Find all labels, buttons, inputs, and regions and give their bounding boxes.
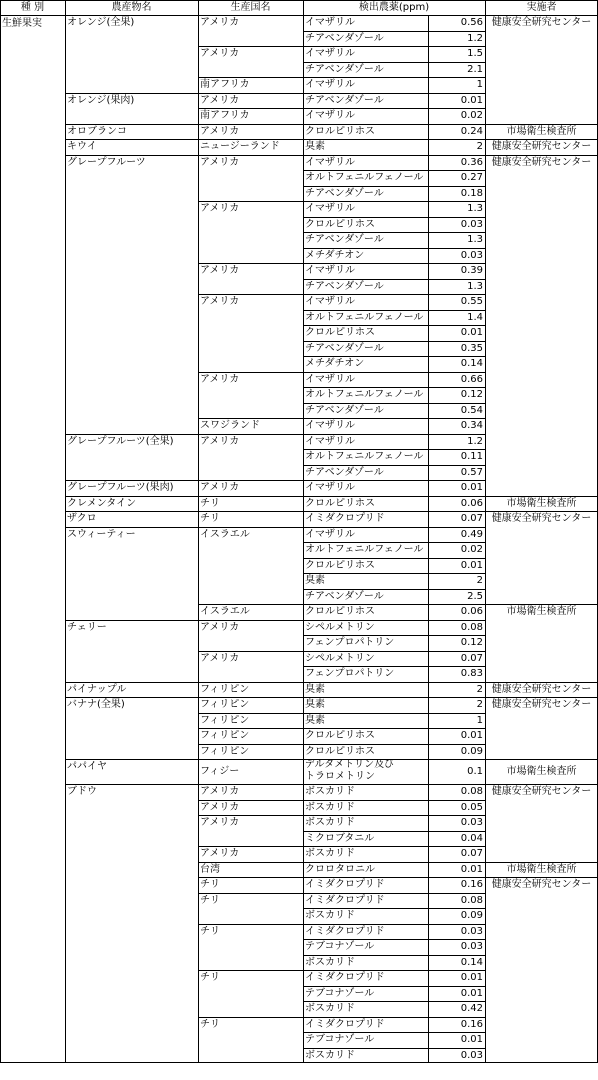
row-divider [303,1001,485,1002]
pesticide-cell: クロルピリホス [305,606,375,617]
value-cell: 0.39 [460,265,483,276]
country-cell: チリ [200,1018,220,1030]
row-divider [303,186,485,187]
product-cell: パパイヤ [67,761,107,772]
value-cell: 2 [476,683,483,695]
pesticide-cell: イミダクロプリド [305,972,385,983]
value-cell: 0.06 [460,606,483,617]
pesticide-cell: メチダチオン [305,358,365,369]
value-cell: 0.27 [460,172,483,183]
value-cell: 0.01 [460,987,483,999]
pesticide-cell: 臭素 [305,575,325,586]
pesticide-cell: テブコナゾール [305,941,375,952]
country-cell: アメリカ [200,203,240,214]
country-cell: チリ [200,972,220,983]
pesticide-cell: イマザリル [305,265,355,276]
value-cell: 0.05 [460,801,483,813]
value-cell: 0.01 [460,327,483,338]
row-divider [303,465,485,466]
row-divider [65,124,597,125]
row-divider [303,449,485,450]
value-cell: 0.18 [460,187,483,199]
row-divider [303,955,485,956]
pesticide-cell: ボスカリド [305,1049,355,1061]
agency-cell: 健康安全研究センター [491,513,592,524]
column-divider [303,0,304,1063]
value-cell: 0.03 [460,1049,483,1061]
pesticide-cell: ボスカリド [305,817,355,828]
pesticide-cell: オルトフェニルフェノール [305,389,424,400]
pesticide-cell: オルトフェニルフェノール [305,172,424,183]
value-cell: 0.09 [460,910,483,921]
value-cell: 0.01 [460,1034,483,1045]
row-divider [303,986,485,987]
pesticide-line: トラロメトリン [305,771,375,782]
product-cell: グレープフルーツ(全果) [67,435,174,447]
product-cell: スウィーティー [67,528,136,540]
agency-cell: 市場衛生検査所 [506,606,577,617]
value-cell: 0.08 [460,621,483,633]
pesticide-cell: 臭素 [305,714,325,726]
country-cell: アメリカ [200,786,240,797]
row-divider [65,759,597,760]
product-cell: ブドウ [67,786,97,797]
value-cell: 2 [476,699,483,710]
row-divider [198,862,597,863]
value-cell: 0.54 [460,404,483,416]
pesticide-cell: イマザリル [305,435,355,447]
value-cell: 0.06 [460,497,483,509]
country-cell: イスラエル [200,606,250,617]
row-divider [65,93,485,94]
pesticide-cell: ボスカリド [305,910,355,921]
value-cell: 2 [476,575,483,586]
row-divider [65,155,597,156]
value-cell: 0.07 [460,652,483,664]
pesticide-cell: イミダクロプリド [305,513,385,524]
pesticide-cell: オルトフェニルフェノール [305,311,424,323]
value-cell: 0.02 [460,110,483,121]
pesticide-line: デルタメトリン及び [305,759,395,770]
row-divider [303,573,485,574]
country-cell: スワジランド [200,420,260,431]
value-cell: 1.5 [467,48,483,59]
value-cell: 1 [476,714,483,726]
agency-cell: 健康安全研究センター [491,17,592,28]
row-divider [65,527,485,528]
value-cell: 0.04 [460,832,483,844]
country-cell: アメリカ [200,17,240,28]
value-cell: 0.12 [460,637,483,648]
country-cell: チリ [200,497,220,509]
row-divider [65,682,597,683]
row-divider [303,831,485,832]
pesticide-cell: シペルメトリン [305,621,375,633]
agency-cell: 市場衛生検査所 [506,863,577,875]
country-cell: フィジー [200,766,240,777]
pesticide-cell: オルトフェニルフェノール [305,544,424,555]
row-divider [198,815,485,816]
value-cell: 0.07 [460,513,483,524]
country-cell: アメリカ [200,265,240,276]
country-cell: 南アフリカ [200,79,250,90]
pesticide-cell: 臭素 [305,683,325,695]
value-cell: 2 [476,141,483,152]
agency-cell: 健康安全研究センター [491,879,592,890]
row-divider [198,713,485,714]
pesticide-cell: メチダチオン [305,249,365,261]
row-divider [303,542,485,543]
row-divider [303,31,485,32]
row-divider [0,1062,597,1063]
column-divider [0,0,1,1063]
row-divider [198,846,485,847]
row-divider [198,418,485,419]
country-cell: アメリカ [200,125,240,137]
pesticide-cell: イミダクロプリド [305,1018,385,1030]
value-cell: 0.55 [460,296,483,307]
row-divider [303,356,485,357]
agency-cell: 市場衛生検査所 [506,125,577,137]
country-cell: 南アフリカ [200,110,250,121]
pesticide-cell: クロルピリホス [305,730,375,741]
row-divider [198,744,485,745]
country-cell: アメリカ [200,435,240,447]
header-category: 種 別 [20,2,45,13]
pesticide-cell: チアベンダゾール [305,187,384,199]
row-divider [303,325,485,326]
value-cell: 0.14 [460,956,483,968]
country-cell: アメリカ [200,94,240,106]
value-cell: 0.01 [460,94,483,106]
country-cell: アメリカ [200,801,240,813]
row-divider [303,248,485,249]
country-cell: アメリカ [200,156,240,168]
header-agency: 実施者 [526,2,557,13]
row-divider [198,924,485,925]
row-divider [65,784,597,785]
value-cell: 0.03 [460,817,483,828]
value-cell: 0.01 [460,972,483,983]
country-cell: チリ [200,879,220,890]
row-divider [303,217,485,218]
value-cell: 0.1 [467,766,483,777]
row-divider [303,279,485,280]
row-divider [303,62,485,63]
column-divider [485,0,486,1063]
country-cell: チリ [200,925,220,937]
value-cell: 0.08 [460,894,483,906]
value-cell: 0.03 [460,941,483,952]
pesticide-cell: チアベンダゾール [305,342,384,354]
pesticide-cell: チアベンダゾール [305,32,384,44]
row-divider [198,800,485,801]
value-cell: 2.5 [467,590,483,602]
row-divider [65,620,485,621]
value-cell: 0.56 [460,17,483,28]
pesticide-cell: イマザリル [305,420,355,431]
value-cell: 0.01 [460,559,483,571]
product-cell: クレメンタイン [67,497,137,509]
country-cell: フィリピン [200,730,250,741]
pesticide-cell: イマザリル [305,79,355,90]
row-divider [198,877,597,878]
pesticide-cell: イマザリル [305,48,355,59]
pesticide-cell: テブコナゾール [305,1034,375,1045]
value-cell: 0.16 [460,1018,483,1030]
row-divider [303,232,485,233]
row-divider [303,666,485,667]
value-cell: 0.01 [460,730,483,741]
row-divider [303,939,485,940]
pesticide-cell: イミダクロプリド [305,879,385,890]
column-divider [65,0,66,1063]
value-cell: 0.83 [460,668,483,679]
product-cell: キウイ [67,141,97,152]
pesticide-cell [303,759,428,784]
value-cell: 2.1 [467,63,483,75]
country-cell: フィリピン [200,699,250,710]
row-divider [198,46,485,47]
country-cell: アメリカ [200,482,240,493]
agency-cell: 市場衛生検査所 [506,497,577,509]
value-cell: 0.01 [460,863,483,875]
agency-cell: 健康安全研究センター [491,683,592,695]
pesticide-cell: チアベンダゾール [305,590,384,602]
row-divider [198,263,485,264]
value-cell: 0.42 [460,1003,483,1014]
pesticide-cell: フェンプロパトリン [305,637,395,648]
pesticide-cell: チアベンダゾール [305,404,384,416]
pesticide-cell: クロルピリホス [305,559,375,571]
country-cell: チリ [200,513,220,524]
pesticide-cell: ボスカリド [305,786,355,797]
pesticide-cell: ボスカリド [305,956,355,968]
country-cell: フィリピン [200,714,250,726]
value-cell: 0.35 [460,342,483,354]
row-divider [303,1048,485,1049]
value-cell: 0.03 [460,249,483,261]
country-cell: フィリピン [200,745,250,757]
value-cell: 1.3 [467,234,483,245]
row-divider [303,589,485,590]
value-cell: 1.2 [467,435,483,447]
pesticide-cell: チアベンダゾール [305,280,384,292]
pesticide-cell: イマザリル [305,528,355,540]
product-cell: オレンジ(果肉) [67,94,135,106]
agency-cell: 健康安全研究センター [491,156,592,168]
pesticide-cell: クロルピリホス [305,497,375,509]
country-cell: フィリピン [200,683,250,695]
pesticide-cell: チアベンダゾール [305,63,384,75]
value-cell: 1.3 [467,280,483,292]
row-divider [303,170,485,171]
value-cell: 0.09 [460,745,483,757]
row-divider [198,651,485,652]
value-cell: 0.66 [460,373,483,385]
product-cell: バナナ(全果) [67,699,125,710]
row-divider [65,511,597,512]
value-cell: 0.14 [460,358,483,369]
pesticide-cell: 臭素 [305,141,325,152]
row-divider [0,0,597,1]
row-divider [303,558,485,559]
pesticide-cell: クロロタロニル [305,863,375,875]
pesticide-cell: イマザリル [305,17,355,28]
pesticide-cell: ボスカリド [305,1003,355,1014]
pesticide-cell: オルトフェニルフェノール [305,451,424,462]
row-divider [198,77,485,78]
value-cell: 0.34 [460,420,483,431]
value-cell: 0.12 [460,389,483,400]
pesticide-cell: イマザリル [305,482,355,493]
country-cell: ニュージーランド [200,141,280,152]
pesticide-cell: イマザリル [305,296,355,307]
country-cell: アメリカ [200,652,240,664]
pesticide-cell: 臭素 [305,699,325,710]
product-cell: グレープフルーツ [67,156,146,168]
pesticide-cell: チアベンダゾール [305,234,384,245]
pesticide-cell: チアベンダゾール [305,94,384,106]
pesticide-cell: イマザリル [305,110,355,121]
country-cell: 台湾 [200,863,220,875]
row-divider [198,970,485,971]
value-cell: 0.16 [460,879,483,890]
value-cell: 1.2 [467,32,483,44]
pesticide-cell: クロルピリホス [305,125,375,137]
row-divider [303,1032,485,1033]
country-cell: アメリカ [200,621,240,633]
row-divider [198,201,485,202]
row-divider [198,372,485,373]
product-cell: パイナップル [67,683,127,695]
column-divider [198,0,199,1063]
product-cell: オロブランコ [67,125,127,137]
column-divider [428,15,429,1063]
agency-cell: 健康安全研究センター [491,141,592,152]
product-cell: チェリー [67,621,107,633]
country-cell: イスラエル [200,528,250,540]
pesticide-cell: イマザリル [305,373,355,385]
row-divider [65,434,485,435]
row-divider [198,1017,485,1018]
pesticide-cell: イミダクロプリド [305,925,385,937]
header-product: 農産物名 [111,2,152,13]
row-divider [303,635,485,636]
row-divider [198,893,485,894]
row-divider [65,697,597,698]
row-divider [303,310,485,311]
pesticide-cell: ミクロブタニル [305,832,375,844]
value-cell: 1.4 [467,311,483,323]
header-pesticide: 検出農薬(ppm) [358,2,430,13]
country-cell: チリ [200,894,220,906]
category-cell: 生鮮果実 [2,18,42,29]
pesticide-cell: イマザリル [305,203,355,214]
agency-cell: 健康安全研究センター [491,699,592,710]
row-divider [303,908,485,909]
row-divider [65,480,485,481]
pesticide-cell: クロルピリホス [305,218,375,230]
pesticide-cell: クロルピリホス [305,327,375,338]
value-cell: 0.11 [460,451,483,462]
value-cell: 0.01 [460,482,483,493]
country-cell: アメリカ [200,48,240,59]
value-cell: 0.49 [460,528,483,540]
value-cell: 0.03 [460,925,483,937]
row-divider [303,341,485,342]
pesticide-cell: イマザリル [305,156,355,168]
pesticide-cell: イミダクロプリド [305,894,385,906]
value-cell: 0.07 [460,848,483,859]
product-cell: グレープフルーツ(果肉) [67,482,174,493]
value-cell: 0.03 [460,218,483,230]
value-cell: 0.08 [460,786,483,797]
pesticide-cell: クロルピリホス [305,745,375,757]
pesticide-cell: ボスカリド [305,801,355,813]
row-divider [65,139,597,140]
pesticide-cell: ボスカリド [305,848,355,859]
pesticide-cell: シペルメトリン [305,652,375,664]
country-cell: アメリカ [200,296,240,307]
row-divider [198,728,485,729]
row-divider [65,496,597,497]
product-cell: オレンジ(全果) [67,17,135,28]
pesticide-cell: フェンプロパトリン [305,668,395,679]
agency-cell: 市場衛生検査所 [506,766,577,777]
value-cell: 0.36 [460,156,483,168]
row-divider [303,387,485,388]
value-cell: 0.57 [460,466,483,478]
country-cell: アメリカ [200,817,240,828]
country-cell: アメリカ [200,848,240,859]
country-cell: アメリカ [200,373,240,385]
value-cell: 0.24 [460,125,483,137]
row-divider [198,294,485,295]
value-cell: 1 [476,79,483,90]
pesticide-cell: チアベンダゾール [305,466,384,478]
row-divider [303,403,485,404]
pesticide-cell: テブコナゾール [305,987,375,999]
row-divider [198,604,597,605]
row-divider [0,15,597,16]
product-cell: ザクロ [67,513,97,524]
header-country: 生産国名 [230,2,271,13]
value-cell: 1.3 [467,203,483,214]
value-cell: 0.02 [460,544,483,555]
row-divider [198,108,485,109]
agency-cell: 健康安全研究センター [491,786,592,797]
